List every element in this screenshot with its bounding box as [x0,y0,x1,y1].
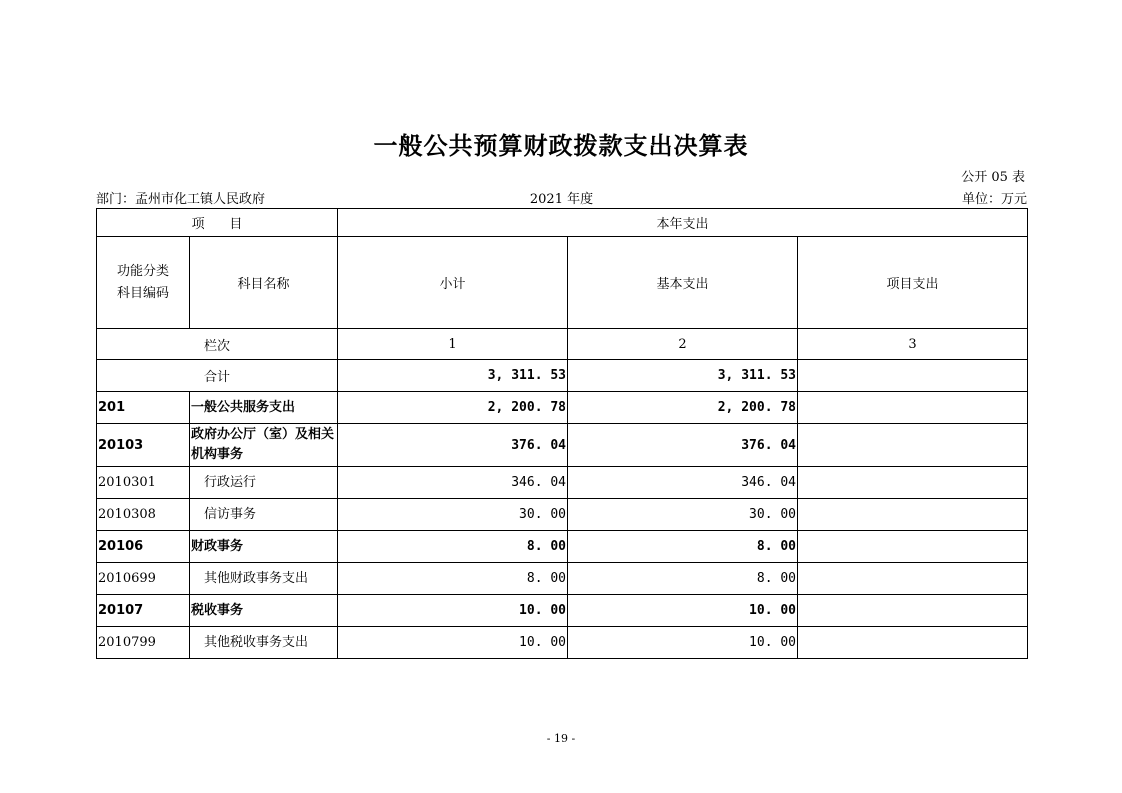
table-row [97,392,1028,424]
table-row [97,467,1028,499]
row-code: 201 [97,392,190,424]
department-label: 部门：孟州市化工镇人民政府 [96,192,266,207]
header-row-1 [97,209,1028,237]
row-project [798,595,1028,627]
row-subtotal: 10. 00 [338,627,568,659]
table-row [97,563,1028,595]
row-project [798,563,1028,595]
row-name: 财政事务 [190,531,338,563]
report-meta-row [96,188,1027,206]
total-label: 合计 [97,360,338,392]
row-code: 20107 [97,595,190,627]
row-subtotal: 30. 00 [338,499,568,531]
table-row [97,499,1028,531]
basic-column-header: 基本支出 [568,237,798,329]
row-name: 信访事务 [190,499,338,531]
row-project [798,627,1028,659]
row-basic: 8. 00 [568,531,798,563]
subtotal-column-header: 小计 [338,237,568,329]
table-row [97,531,1028,563]
table-row [97,627,1028,659]
row-basic: 10. 00 [568,627,798,659]
row-basic: 376. 04 [568,424,798,467]
row-code: 2010699 [97,563,190,595]
table-row [97,595,1028,627]
fiscal-year: 2021 年度 [529,192,594,207]
row-project [798,392,1028,424]
row-subtotal: 8. 00 [338,531,568,563]
column-index-label: 栏次 [97,329,338,360]
row-project [798,531,1028,563]
row-name: 其他财政事务支出 [190,563,338,595]
column-index-1: 1 [338,329,568,360]
row-basic: 8. 00 [568,563,798,595]
column-index-row [97,329,1028,360]
unit-label: 单位：万元 [961,192,1027,207]
table-row [97,424,1028,467]
row-name: 税收事务 [190,595,338,627]
row-subtotal: 2, 200. 78 [338,392,568,424]
row-basic: 10. 00 [568,595,798,627]
row-subtotal: 346. 04 [338,467,568,499]
form-number: 公开 05 表 [961,170,1025,185]
row-project [798,499,1028,531]
column-index-3: 3 [798,329,1028,360]
project-column-header: 项目支出 [798,237,1028,329]
row-name: 政府办公厅（室）及相关机构事务 [190,424,338,467]
row-name: 其他税收事务支出 [190,627,338,659]
total-subtotal: 3, 311. 53 [338,360,568,392]
row-subtotal: 10. 00 [338,595,568,627]
total-basic: 3, 311. 53 [568,360,798,392]
column-index-2: 2 [568,329,798,360]
row-code: 20103 [97,424,190,467]
page-number: - 19 - [546,732,576,745]
row-basic: 30. 00 [568,499,798,531]
expenditure-table [96,208,1028,659]
name-column-header: 科目名称 [190,237,338,329]
row-name: 行政运行 [190,467,338,499]
report-title: 一般公共预算财政拨款支出决算表 [373,132,749,160]
header-row-2 [97,237,1028,329]
total-project [798,360,1028,392]
row-project [798,424,1028,467]
row-project [798,467,1028,499]
current-year-expense-header: 本年支出 [338,209,1028,237]
row-basic: 346. 04 [568,467,798,499]
code-column-header: 功能分类 科目编码 [97,237,190,329]
row-code: 2010301 [97,467,190,499]
row-code: 2010799 [97,627,190,659]
row-subtotal: 8. 00 [338,563,568,595]
total-row [97,360,1028,392]
row-code: 2010308 [97,499,190,531]
row-code: 20106 [97,531,190,563]
row-subtotal: 376. 04 [338,424,568,467]
row-basic: 2, 200. 78 [568,392,798,424]
row-name: 一般公共服务支出 [190,392,338,424]
item-header: 项 目 [97,209,338,237]
